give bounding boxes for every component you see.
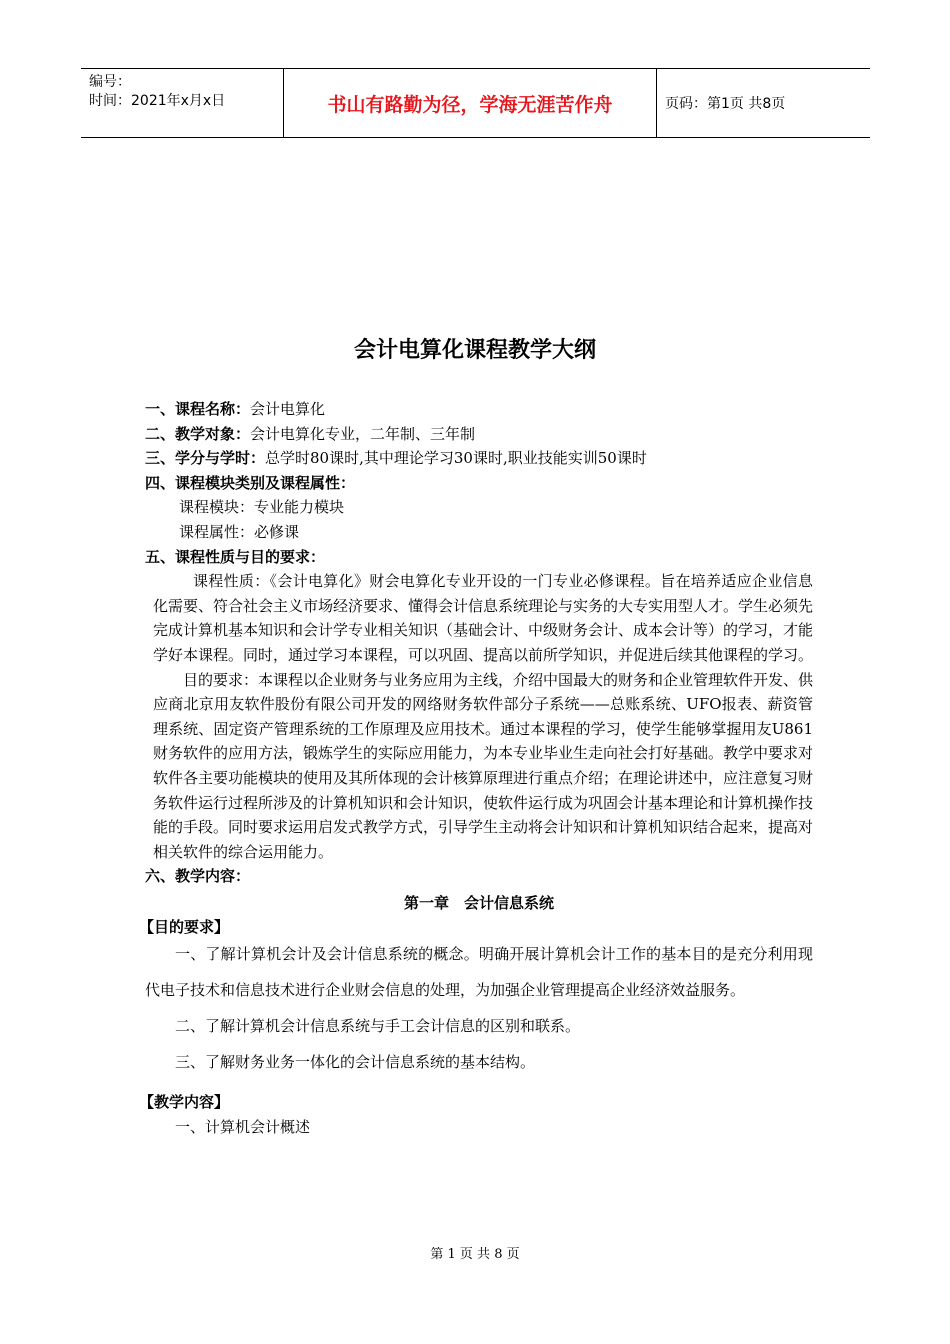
section-value: 总学时80课时,其中理论学习30课时,职业技能实训50课时	[265, 449, 647, 468]
section-label: 四、课程模块类别及课程属性：	[145, 473, 356, 492]
goal-paragraph: 目的要求：本课程以企业财务与业务应用为主线，介绍中国最大的财务和企业管理软件开发、供应商北京用友软件股份有限公司开发的网络财务软件部分子系统——总账系统、UFO报表、薪资管理系统、固定资产管理系统的工作原理及应用技术。通过本课程的学习，使学生能够掌握用友U861财务软件的应用方法，锻炼学生的实际应用能力，为本专业毕业生走向社会打好基础。教学中要求对软件各主要功能模块的使用及其所体现的会计核算原理进行重点介绍；在理论讲述中，应注意复习财务软件运行过程所涉及的计算机知识和会计知识，使软件运行成为巩固会计基本理论和计算机操作技能的手段。同时要求运用启发式教学方式，引导学生主动将会计知识和计算机知识结合起来，提高对相关软件的综合运用能力。	[153, 670, 814, 861]
chapter-title: 第一章 会计信息系统	[403, 893, 554, 912]
goal-item-3: 三、了解财务业务一体化的会计信息系统的基本结构。	[175, 1053, 536, 1072]
header-left-cell	[81, 69, 283, 137]
header-motto: 书山有路勤为径，学海无涯苦作舟	[283, 69, 657, 137]
time-label: 时间：2021年x月x日	[89, 93, 226, 109]
module-attribute: 课程属性：必修课	[179, 522, 300, 541]
section-course-name	[145, 397, 813, 422]
content-heading: 【教学内容】	[139, 1093, 230, 1112]
content-item-1: 一、计算机会计概述	[175, 1117, 311, 1136]
section-label: 六、教学内容：	[145, 867, 251, 886]
goal-item-1: 一、了解计算机会计及会计信息系统的概念。明确开展计算机会计工作的基本目的是充分利用现代电子技术和信息技术进行企业财会信息的处理，为加强企业管理提高企业经济效益服务。	[145, 945, 813, 1000]
section-credits	[145, 446, 813, 471]
document-body	[139, 397, 814, 1139]
section-value: 会计电算化专业，二年制、三年制	[250, 424, 476, 443]
section-label: 三、学分与学时：	[145, 449, 266, 468]
section-label: 二、教学对象：	[145, 424, 251, 443]
header-table	[81, 68, 870, 138]
section-value: 会计电算化	[250, 400, 326, 418]
section-label: 一、课程名称：	[145, 400, 251, 418]
document-title: 会计电算化课程教学大纲	[353, 338, 596, 363]
number-label: 编号：	[89, 74, 131, 90]
section-teaching-content	[145, 864, 813, 889]
page-footer: 第 1 页 共 8 页	[430, 1247, 520, 1262]
header-page-info: 页码：第1页 共8页	[665, 96, 786, 112]
nature-paragraph: 课程性质：《会计电算化》财会电算化专业开设的一门专业必修课程。旨在培养适应企业信息化需要、符合社会主义市场经济要求、懂得会计信息系统理论与实务的大专实用型人才。学生必须先完成计算机基本知识和会计学专业相关知识（基础会计、中级财务会计、成本会计等）的学习，才能学好本课程。同时，通过学习本课程，可以巩固、提高以前所学知识，并促进后续其他课程的学习。	[153, 572, 814, 664]
module-type: 课程模块：专业能力模块	[179, 498, 345, 517]
section-audience	[145, 422, 813, 447]
section-label: 五、课程性质与目的要求：	[145, 547, 326, 566]
goal-heading: 【目的要求】	[139, 918, 230, 937]
goal-item-2: 二、了解计算机会计信息系统与手工会计信息的区别和联系。	[175, 1017, 581, 1036]
section-module	[145, 471, 813, 496]
section-nature	[145, 545, 813, 570]
